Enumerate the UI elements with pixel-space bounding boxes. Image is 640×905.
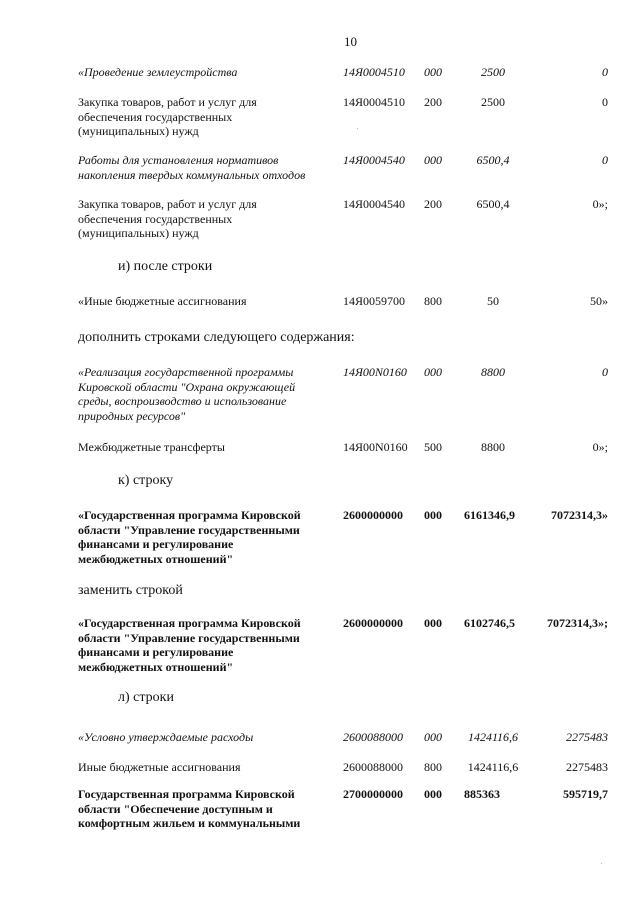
row-code: 14Я0004540 bbox=[343, 197, 406, 211]
row-code: 14Я0004510 bbox=[343, 65, 405, 79]
row-value-2: 0 bbox=[602, 365, 608, 379]
row-type: 000 bbox=[424, 508, 442, 522]
row-name: «Проведение землеустройства bbox=[78, 65, 238, 79]
page-number: 10 bbox=[344, 34, 357, 49]
row-code: 14Я0059700 bbox=[343, 294, 406, 308]
row-type: 200 bbox=[424, 95, 442, 109]
row-type: 200 bbox=[424, 197, 442, 211]
row-code: 2600000000 bbox=[343, 508, 403, 522]
row-name: «Государственная программа Кировской области "Управление государственными финансами и регулирование межбюджетных отношений" bbox=[78, 508, 301, 566]
scan-speck bbox=[601, 863, 602, 864]
instruction-text: заменить строкой bbox=[78, 583, 183, 598]
row-type: 000 bbox=[424, 365, 442, 379]
row-code: 2700000000 bbox=[343, 787, 403, 801]
row-value-2: 2275483 bbox=[566, 760, 608, 774]
row-name: Иные бюджетные ассигнования bbox=[78, 760, 241, 774]
row-value-2: 0 bbox=[602, 95, 608, 109]
row-name: Межбюджетные трансферты bbox=[78, 440, 225, 454]
row-type: 000 bbox=[424, 616, 442, 630]
row-value-1: 2500 bbox=[481, 65, 505, 79]
row-value-2: 0»; bbox=[592, 440, 608, 454]
instruction-text: дополнить строками следующего содержания: bbox=[78, 330, 355, 345]
row-name: «Условно утверждаемые расходы bbox=[78, 730, 254, 744]
row-value-2: 7072314,3»; bbox=[547, 616, 608, 630]
row-type: 000 bbox=[424, 65, 442, 79]
row-name: «Иные бюджетные ассигнования bbox=[78, 294, 247, 308]
row-value-1: 8800 bbox=[481, 440, 505, 454]
row-value-1: 8800 bbox=[481, 365, 505, 379]
row-type: 000 bbox=[424, 787, 442, 801]
row-type: 800 bbox=[424, 294, 442, 308]
row-value-1: 885363 bbox=[464, 787, 500, 801]
row-value-2: 595719,7 bbox=[563, 787, 608, 801]
row-name: Работы для установления нормативов накопления твердых коммунальных отходов bbox=[78, 153, 306, 182]
row-value-1: 6500,4 bbox=[476, 197, 510, 211]
row-code: 14Я00N0160 bbox=[343, 365, 407, 379]
row-value-2: 0 bbox=[602, 153, 608, 167]
row-name: «Реализация государственной программы Кировской области "Охрана окружающей среды, воспроизводство и использование природных ресурсов" bbox=[78, 365, 296, 423]
row-name: «Государственная программа Кировской области "Управление государственными финансами и регулирование межбюджетных отношений" bbox=[78, 616, 301, 674]
instruction-text: к) строку bbox=[118, 473, 174, 488]
row-code: 14Я00N0160 bbox=[343, 440, 408, 454]
row-value-2: 0 bbox=[602, 65, 608, 79]
row-value-1: 50 bbox=[487, 294, 499, 308]
row-value-1: 1424116,6 bbox=[467, 730, 519, 744]
row-type: 800 bbox=[424, 760, 442, 774]
row-value-2: 7072314,3» bbox=[551, 508, 608, 522]
row-name: Государственная программа Кировской области "Обеспечение доступным и комфортным жильем и коммунальными bbox=[78, 787, 301, 830]
row-value-1: 1424116,6 bbox=[467, 760, 519, 774]
instruction-text: и) после строки bbox=[118, 259, 213, 274]
row-code: 2600088000 bbox=[343, 730, 403, 744]
row-value-1: 6500,4 bbox=[476, 153, 510, 167]
row-value-2: 0»; bbox=[592, 197, 608, 211]
row-value-1: 6102746,5 bbox=[464, 616, 515, 630]
row-value-1: 6161346,9 bbox=[464, 508, 515, 522]
row-name: Закупка товаров, работ и услуг для обеспечения государственных (муниципальных) нужд bbox=[78, 95, 257, 138]
row-name: Закупка товаров, работ и услуг для обеспечения государственных (муниципальных) нужд bbox=[78, 197, 257, 240]
row-type: 500 bbox=[424, 440, 442, 454]
row-type: 000 bbox=[424, 730, 442, 744]
instruction-text: л) строки bbox=[118, 690, 174, 705]
row-code: 14Я0004510 bbox=[343, 95, 406, 109]
row-value-2: 2275483 bbox=[566, 730, 608, 744]
scan-speck bbox=[357, 128, 358, 129]
row-code: 14Я0004540 bbox=[343, 153, 405, 167]
row-type: 000 bbox=[424, 153, 442, 167]
row-code: 2600088000 bbox=[343, 760, 403, 774]
row-value-2: 50» bbox=[590, 294, 608, 308]
row-code: 2600000000 bbox=[343, 616, 403, 630]
row-value-1: 2500 bbox=[481, 95, 505, 109]
